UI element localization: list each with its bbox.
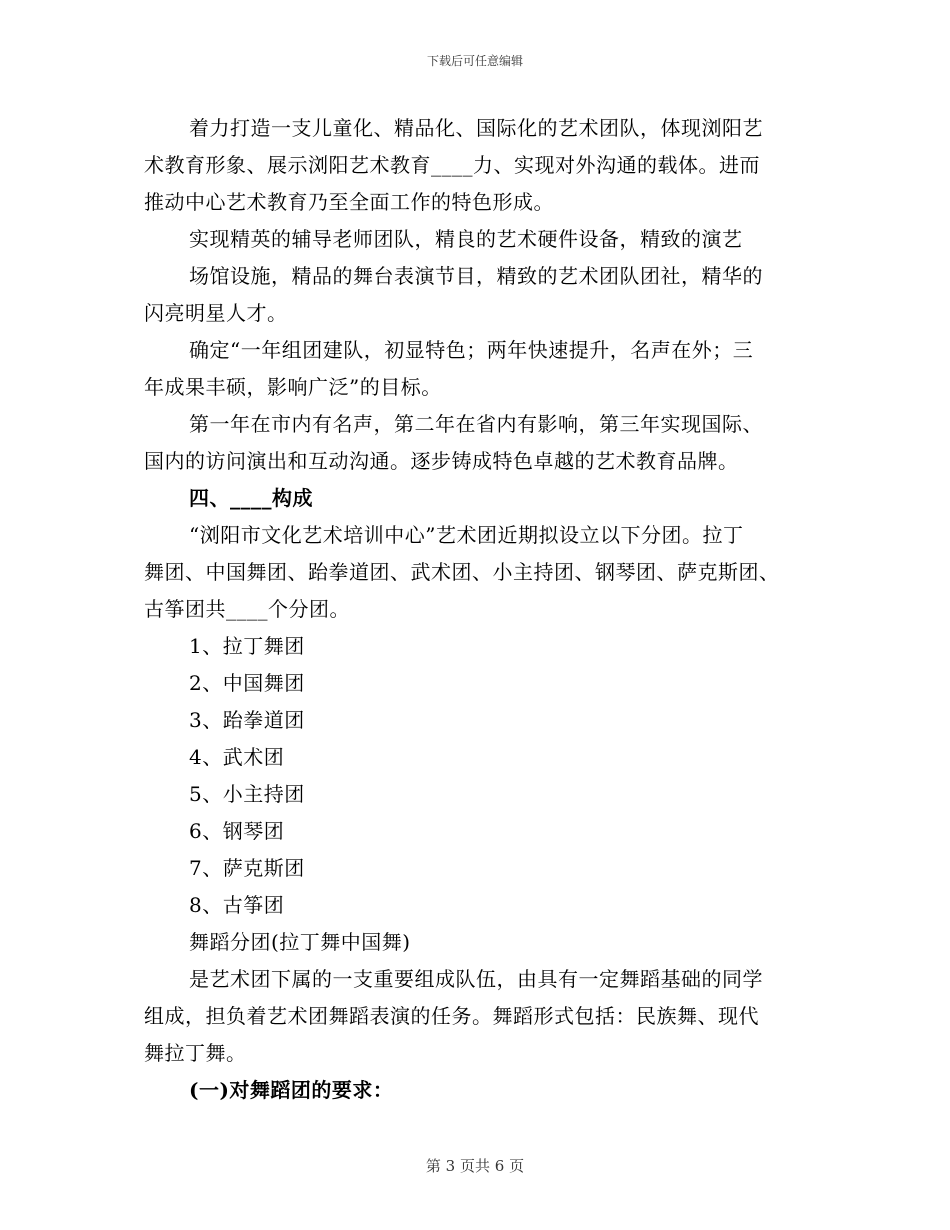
paragraph-elite: [144, 221, 804, 332]
paragraph-goals: [144, 110, 804, 221]
text-line: 着力打造一支儿童化、精品化、国际化的艺术团队，体现浏阳艺: [189, 116, 763, 140]
text-line: 年成果丰硕，影响广泛”的目标。: [144, 375, 442, 399]
text-line: 国内的访问演出和互动沟通。逐步铸成特色卓越的艺术教育品牌。: [144, 449, 739, 473]
text-line: 场馆设施，精品的舞台表演节目，精致的艺术团队团社，精华的: [189, 264, 763, 288]
group-list: [144, 628, 804, 924]
text-line: 术教育形象、展示浏阳艺术教育____力、实现对外沟通的载体。进而: [144, 153, 760, 177]
list-item: 3、跆拳道团: [189, 708, 305, 732]
text-line: “浏阳市文化艺术培训中心”艺术团近期拟设立以下分团。拉丁: [189, 523, 744, 547]
text-line: 是艺术团下属的一支重要组成队伍，由具有一定舞蹈基础的同学: [189, 967, 763, 991]
section-heading: 四、____构成: [189, 486, 313, 510]
list-item: 5、小主持团: [189, 782, 305, 806]
text-line: 实现精英的辅导老师团队，精良的艺术硬件设备，精致的演艺: [189, 227, 743, 251]
list-item: 2、中国舞团: [189, 671, 305, 695]
list-item: 4、武术团: [189, 745, 285, 769]
document-body: [144, 110, 804, 1109]
text-line: 古筝团共____个分团。: [144, 597, 350, 621]
page-header: 下载后可任意编辑: [426, 54, 523, 68]
list-item: 1、拉丁舞团: [189, 634, 305, 658]
page-footer: 第 3 页共 6 页: [425, 1157, 525, 1175]
paragraph-yearly-plan: [144, 406, 804, 480]
dance-subtitle: 舞蹈分团(拉丁舞中国舞): [189, 930, 411, 954]
text-line: 舞拉丁舞。: [144, 1041, 247, 1065]
text-line: 组成，担负着艺术团舞蹈表演的任务。舞蹈形式包括：民族舞、现代: [144, 1004, 759, 1028]
text-line: 确定“一年组团建队，初显特色；两年快速提升，名声在外；三: [189, 338, 754, 362]
text-line: 闪亮明星人才。: [144, 301, 288, 325]
paragraph-composition: [144, 517, 804, 628]
paragraph-targets: [144, 332, 804, 406]
text-line: 舞团、中国舞团、跆拳道团、武术团、小主持团、钢琴团、萨克斯团、: [144, 560, 780, 584]
list-item: 8、古筝团: [189, 893, 285, 917]
sub-heading: (一)对舞蹈团的要求：: [189, 1078, 394, 1102]
text-line: 第一年在市内有名声，第二年在省内有影响，第三年实现国际、: [189, 412, 763, 436]
list-item: 6、钢琴团: [189, 819, 285, 843]
paragraph-dance: [144, 961, 804, 1072]
list-item: 7、萨克斯团: [189, 856, 305, 880]
text-line: 推动中心艺术教育乃至全面工作的特色形成。: [144, 190, 554, 214]
